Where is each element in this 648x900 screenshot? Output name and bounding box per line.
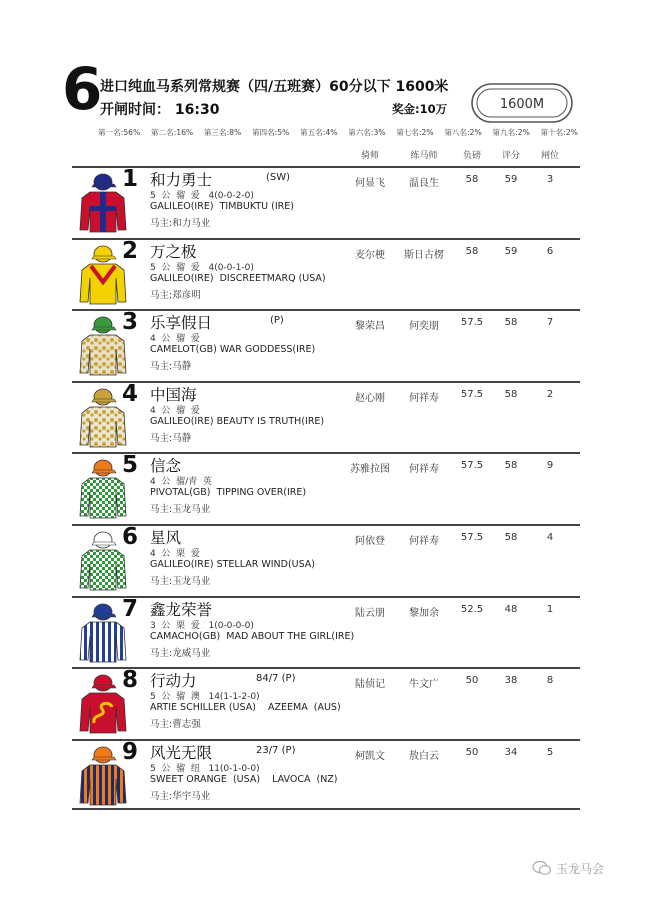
runner-entry <box>72 166 580 238</box>
row-divider <box>72 524 580 526</box>
prize-split-item: 第四名:5% <box>251 128 290 137</box>
runner-number: 6 <box>122 524 139 550</box>
runner-number: 4 <box>122 380 139 407</box>
column-header-jockey: 骑师 <box>360 151 380 161</box>
horse-name: 万之极 <box>150 242 197 261</box>
draw-value: 6 <box>546 245 554 257</box>
draw-value: 3 <box>546 174 554 185</box>
trainer-name: 何奕朋 <box>409 321 439 333</box>
row-divider <box>72 381 580 383</box>
rating-value: 38 <box>504 675 518 687</box>
runner-entry <box>72 667 580 739</box>
rating-value: 59 <box>504 245 518 257</box>
horse-name: 行动力 <box>150 672 197 691</box>
horse-tag: 84/7 (P) <box>256 673 296 685</box>
horse-details: 5 公 骝 爱 4(0-0-2-0) <box>150 191 254 201</box>
horse-tag: 23/7 (P) <box>256 744 296 756</box>
column-header-weight: 负磅 <box>462 151 482 161</box>
prize-split-item: 第二名:16% <box>150 128 194 137</box>
draw-value: 9 <box>546 460 554 472</box>
horse-pedigree: GALILEO(IRE) STELLAR WIND(USA) <box>150 559 316 570</box>
horse-tag: (SW) <box>266 172 291 183</box>
horse-details: 4 公 栗 爱 <box>150 549 200 559</box>
horse-owner: 马主:龙威马业 <box>150 647 211 659</box>
horse-name: 星风 <box>150 529 182 547</box>
horse-details: 3 公 栗 爱 1(0-0-0-0) <box>150 620 254 631</box>
runner-entry <box>72 524 580 596</box>
trainer-name: 黎加余 <box>409 607 439 619</box>
horse-name: 和力勇士 <box>150 171 213 189</box>
horse-details: 4 公 骝/青 英 <box>150 477 212 488</box>
column-header-trainer: 练马师 <box>410 151 438 161</box>
horse-owner: 马主:华宇马业 <box>150 790 211 802</box>
trainer-name: 牛文广 <box>409 679 439 691</box>
weight-value: 58 <box>465 245 479 257</box>
horse-name: 鑫龙荣誉 <box>150 600 213 619</box>
jockey-name: 何显飞 <box>355 178 385 189</box>
weight-value: 57.5 <box>460 317 484 329</box>
weight-value: 50 <box>465 746 479 758</box>
prize-split-item: 第三名:8% <box>203 128 242 137</box>
row-divider <box>72 452 580 454</box>
rating-value: 58 <box>504 460 518 472</box>
prize-split-item: 第九名:2% <box>492 128 530 137</box>
race-title: 进口纯血马系列常规赛（四/五班赛）60分以下 1600米 <box>100 79 449 95</box>
jockey-name: 柯凯文 <box>355 750 385 762</box>
track-oval-icon <box>470 82 574 124</box>
jockey-name: 阿依登 <box>355 536 385 547</box>
trainer-name: 何祥寿 <box>409 536 439 547</box>
trainer-name: 斯日古楞 <box>404 249 444 261</box>
runner-number: 3 <box>122 309 139 336</box>
jockey-name: 黎荣昌 <box>355 321 385 333</box>
runner-number: 2 <box>122 237 139 264</box>
runner-number: 8 <box>122 667 139 694</box>
rating-value: 48 <box>504 603 518 615</box>
bottom-divider <box>72 808 580 810</box>
row-divider <box>72 166 580 168</box>
jockey-silks-icon <box>78 671 128 735</box>
horse-name: 风光无限 <box>150 743 213 762</box>
draw-value: 5 <box>546 746 554 758</box>
horse-pedigree: GALILEO(IRE) TIMBUKTU (IRE) <box>150 201 294 212</box>
horse-tag: (P) <box>270 315 284 327</box>
horse-name: 乐享假日 <box>150 314 213 333</box>
horse-name: 信念 <box>150 457 182 476</box>
horse-owner: 马主:马静 <box>150 432 192 444</box>
rating-value: 58 <box>504 532 518 543</box>
weight-value: 57.5 <box>460 388 484 400</box>
weight-value: 57.5 <box>460 460 484 472</box>
prize-split-item: 第八名:2% <box>444 128 482 137</box>
runner-entry <box>72 309 580 381</box>
horse-pedigree: CAMELOT(GB) WAR GODDESS(IRE) <box>150 344 316 356</box>
column-header-draw: 闸位 <box>540 151 560 161</box>
jockey-name: 苏雅拉图 <box>350 464 390 476</box>
horse-owner: 马主:郑彦明 <box>150 289 201 301</box>
jockey-silks-icon <box>78 242 128 306</box>
track-distance-label: 1600M <box>499 97 545 112</box>
horse-details: 4 公 骝 爱 <box>150 334 200 345</box>
open-time: 开闸时间： 16:30 <box>100 102 220 118</box>
weight-value: 58 <box>465 174 479 185</box>
horse-details: 4 公 骝 爱 <box>150 405 200 416</box>
draw-value: 4 <box>546 532 554 543</box>
jockey-silks-icon <box>78 385 128 449</box>
horse-pedigree: CAMACHO(GB) MAD ABOUT THE GIRL(IRE) <box>150 630 355 642</box>
prize-split-item: 第六名:3% <box>348 128 386 137</box>
horse-owner: 马主:和力马业 <box>150 218 211 229</box>
runner-entry <box>72 596 580 668</box>
trainer-name: 何祥寿 <box>409 464 439 476</box>
weight-value: 50 <box>465 675 479 687</box>
trainer-name: 温良生 <box>409 178 439 189</box>
rating-value: 59 <box>504 174 518 185</box>
prize-split-item: 第一名:56% <box>98 128 141 137</box>
prize-split-item: 第七名:2% <box>396 128 434 137</box>
horse-pedigree: SWEET ORANGE (USA) LAVOCA (NZ) <box>150 773 338 785</box>
runner-number: 1 <box>122 166 139 192</box>
horse-pedigree: PIVOTAL(GB) TIPPING OVER(IRE) <box>150 487 307 499</box>
runner-entry <box>72 452 580 524</box>
jockey-name: 陆云朋 <box>355 607 385 619</box>
jockey-silks-icon <box>78 743 128 807</box>
row-divider <box>72 739 580 741</box>
horse-details: 5 公 骝 纽 11(0-1-0-0) <box>150 763 260 774</box>
row-divider <box>72 238 580 240</box>
weight-value: 57.5 <box>460 532 484 543</box>
draw-value: 8 <box>546 675 554 687</box>
weight-value: 52.5 <box>460 603 484 615</box>
runner-entry <box>72 381 580 453</box>
draw-value: 2 <box>546 388 554 400</box>
jockey-name: 麦尔梗 <box>355 249 385 261</box>
runner-number: 5 <box>122 452 139 479</box>
draw-value: 1 <box>546 603 554 615</box>
jockey-name: 赵心刚 <box>355 392 385 404</box>
runner-number: 7 <box>122 595 139 622</box>
jockey-silks-icon <box>78 600 128 664</box>
prize-split-row <box>98 127 578 138</box>
prize-split-item: 第十名:2% <box>540 128 578 137</box>
trainer-name: 敖白云 <box>409 750 439 762</box>
runner-number: 9 <box>122 738 139 765</box>
jockey-silks-icon <box>78 313 128 377</box>
runner-entry <box>72 739 580 811</box>
rating-value: 58 <box>504 388 518 400</box>
horse-pedigree: ARTIE SCHILLER (USA) AZEEMA (AUS) <box>150 702 341 714</box>
horse-owner: 马主:曹志强 <box>150 719 201 731</box>
prize-money: 奖金:10万 <box>392 102 448 116</box>
row-divider <box>72 667 580 669</box>
draw-value: 7 <box>546 317 554 329</box>
horse-name: 中国海 <box>150 385 197 404</box>
column-header-rating: 评分 <box>501 151 521 161</box>
horse-pedigree: GALILEO(IRE) BEAUTY IS TRUTH(IRE) <box>150 415 325 427</box>
horse-pedigree: GALILEO(IRE) DISCREETMARQ (USA) <box>150 272 326 284</box>
trainer-name: 何祥寿 <box>409 392 439 404</box>
rating-value: 34 <box>504 746 518 758</box>
horse-details: 5 公 骝 爱 4(0-0-1-0) <box>150 262 254 273</box>
jockey-name: 陆侦记 <box>355 679 385 691</box>
horse-owner: 马主:马静 <box>150 361 192 373</box>
row-divider <box>72 596 580 598</box>
race-number: 6 <box>62 55 103 123</box>
prize-split-item: 第五名:4% <box>300 128 338 137</box>
watermark-text: 玉龙马会 <box>556 862 605 876</box>
jockey-silks-icon <box>78 170 128 234</box>
jockey-silks-icon <box>78 528 128 592</box>
horse-owner: 马主:玉龙马业 <box>150 504 211 516</box>
runner-entry <box>72 238 580 310</box>
row-divider <box>72 309 580 311</box>
horse-owner: 马主:玉龙马业 <box>150 576 211 587</box>
jockey-silks-icon <box>78 456 128 520</box>
wechat-icon <box>532 860 552 876</box>
rating-value: 58 <box>504 317 518 329</box>
horse-details: 5 公 骝 澳 14(1-1-2-0) <box>150 692 260 703</box>
